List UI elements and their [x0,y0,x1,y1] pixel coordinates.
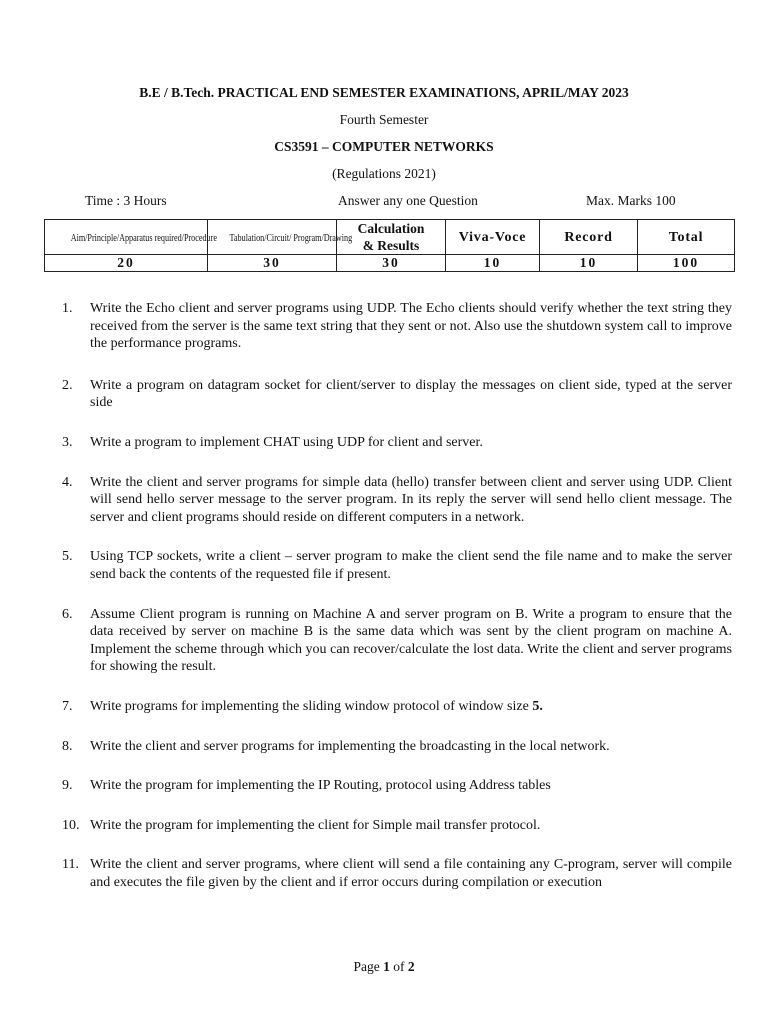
question-item [62,817,732,835]
question-number: 9. [62,778,73,794]
exam-title: B.E / B.Tech. PRACTICAL END SEMESTER EXAMINATIONS, APRIL/MAY 2023 [139,85,629,100]
question-item [62,434,732,452]
question-item [62,377,732,412]
of-word: of [393,959,405,974]
marks-header-cell [638,220,735,255]
question-text: Write the client and server programs for implementing the broadcasting in the local network. [90,738,610,754]
question-number: 10. [62,817,80,833]
marks-header-cell [337,220,446,255]
question-bold-value: 5. [532,698,543,714]
question-number: 11. [62,857,79,873]
question-item [62,856,732,891]
total-page-count: 2 [407,959,415,974]
question-item [62,300,732,353]
marks-header-cell [446,220,540,255]
question-item [62,606,732,676]
question-item [62,738,732,756]
question-text: Write a program on datagram socket for client/server to display the messages on client side, typed at the server side [90,377,732,411]
regulations-label: (Regulations 2021) [332,166,436,181]
marks-header-results: & Results [362,238,420,253]
marks-value-record: 10 [540,255,638,272]
course-title: CS3591 – COMPUTER NETWORKS [274,139,494,154]
instruction-label: Answer any one Question [338,193,478,208]
question-text: Write the program for implementing the client for Simple mail transfer protocol. [90,817,541,833]
question-number: 4. [62,474,73,490]
marks-value-tabulation: 30 [208,255,337,272]
marks-header-viva: Viva-Voce [458,230,527,245]
question-item [62,474,732,527]
marks-table-header-row [45,220,735,255]
marks-header-cell [45,220,217,255]
time-label: Time : 3 Hours [85,193,167,208]
question-text: Write the client and server programs for simple data (hello) transfer between client and server using UDP. Client will send hello server message to the server program. In its reply the server will send hello client message. The server and client programs should reside on different computers in a network. [90,474,732,525]
question-number: 5. [62,549,73,565]
question-item [62,777,732,795]
question-number: 1. [62,301,73,316]
question-number: 7. [62,698,73,714]
page-footer [0,959,768,975]
question-text: Write the Echo client and server programs using UDP. The Echo clients should verify whether the text string they received from the server is the same text string that they sent or not. Also use the shutdown system call to improve the performance programs. [90,301,732,352]
marks-value-total: 100 [638,255,735,272]
question-text: Write the program for implementing the IP Routing, protocol using Address tables [90,778,551,794]
question-number: 8. [62,738,73,754]
marks-header-cell [540,220,638,255]
question-text: Write a program to implement CHAT using UDP for client and server. [90,434,483,450]
marks-header-record: Record [564,230,613,245]
marks-header-cell [208,220,353,255]
question-number: 6. [62,606,73,622]
question-text: Write the client and server programs, where client will send a file containing any C-program, server will compile and executes the file given by the client and if error occurs during compilation or execution [90,857,732,890]
question-number: 2. [62,377,73,393]
marks-table [44,219,735,272]
marks-value-aim: 20 [45,255,208,272]
marks-value-calculation: 30 [337,255,446,272]
max-marks-label: Max. Marks 100 [586,193,676,208]
question-item [62,548,732,583]
question-text: Assume Client program is running on Machine A and server program on B. Write a program to ensure that the data received by server on machine B is the same data which was sent by the client program on machine A. Implement the scheme through which you can recover/calculate the lost data. Write the client and server programs for showing the result. [90,606,732,675]
marks-header-aim: Aim/Principle/Apparatus required/Procedure [70,232,217,244]
marks-header-total: Total [668,230,704,245]
marks-value-viva: 10 [446,255,540,272]
marks-header-calculation: Calculation [357,221,425,236]
page-word: Page [353,959,380,974]
question-item [62,698,732,716]
current-page-number: 1 [383,959,390,974]
semester-label: Fourth Semester [339,112,429,127]
question-text: Write programs for implementing the sliding window protocol of window size [90,698,529,714]
question-text: Using TCP sockets, write a client – server program to make the client send the file name and to make the server send back the contents of the requested file if present. [90,549,732,582]
question-number: 3. [62,434,73,450]
marks-header-tabulation: Tabulation/Circuit/ Program/Drawing [229,232,353,244]
marks-table-values-row [45,255,735,272]
question-list [62,300,732,891]
